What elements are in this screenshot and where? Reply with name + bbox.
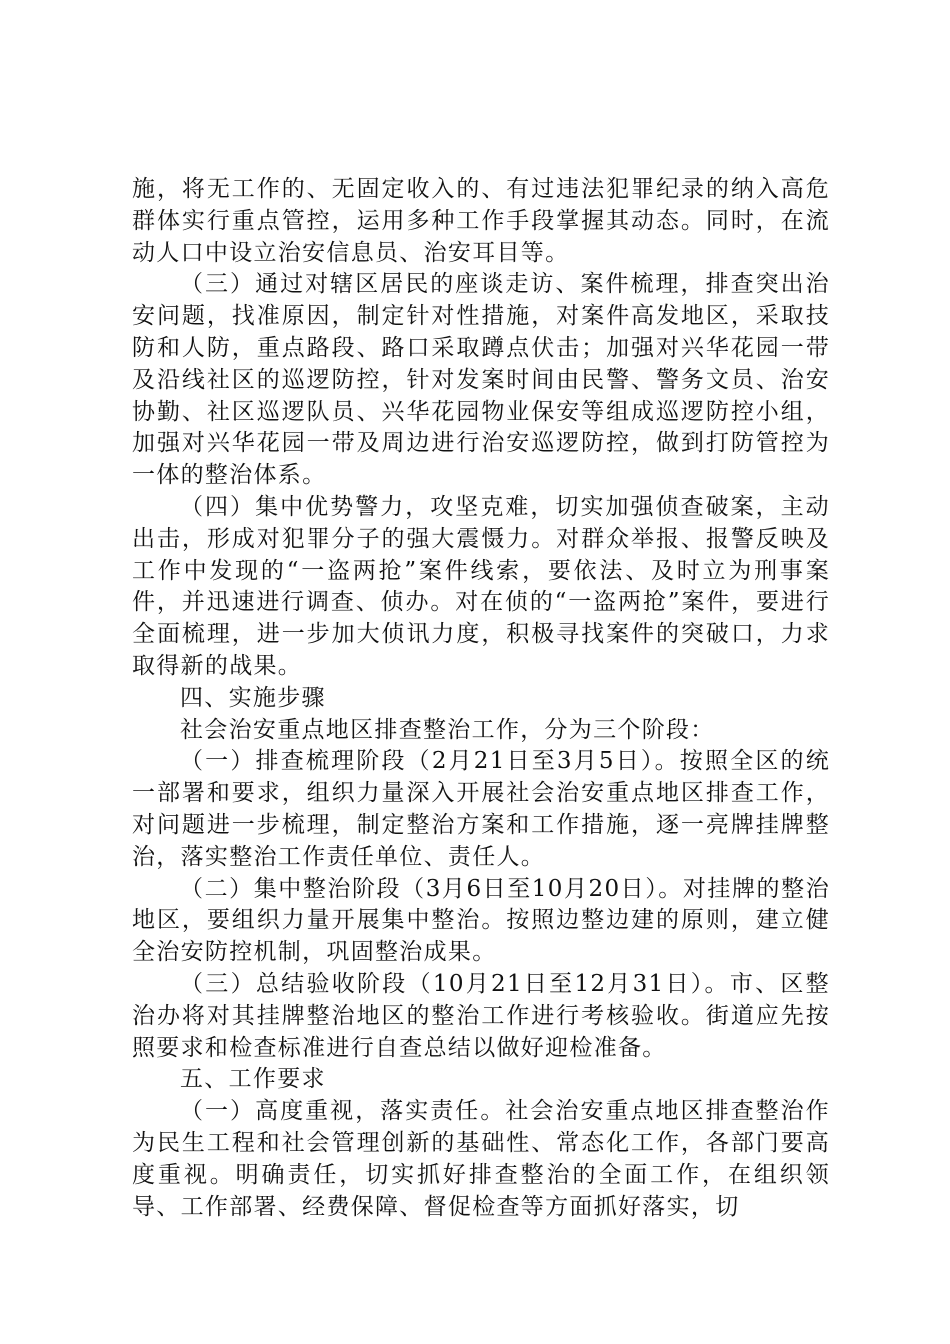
section-heading-requirements: 五、工作要求: [180, 1066, 326, 1093]
paragraph-stages-intro: 社会治安重点地区排查整治工作，分为三个阶段：: [180, 716, 715, 743]
paragraph-item-3: （三）通过对辖区居民的座谈走访、案件梳理，排查突出治安问题，找准原因，制定针对性措施，对案件高发地区，采取技防和人防，重点路段、路口采取蹲点伏击；加强对兴华花园一带及沿线社区的巡逻防控，针对发案时间由民警、警务文员、治安协勤、社区巡逻队员、兴华花园物业保安等组成巡逻防控小组，加强对兴华花园一带及周边进行治安巡逻防控，做到打防管控为一体的整治体系。: [132, 271, 830, 489]
paragraph-stage-2: （二）集中整治阶段（3月6日至10月20日）。对挂牌的整治地区，要组织力量开展集中整治。按照边整边建的原则，建立健全治安防控机制，巩固整治成果。: [132, 875, 830, 966]
paragraph-stage-1: （一）排查梳理阶段（2月21日至3月5日）。按照全区的统一部署和要求，组织力量深入开展社会治安重点地区排查工作，对问题进一步梳理，制定整治方案和工作措施，逐一亮牌挂牌整治，落实整治工作责任单位、责任人。: [132, 748, 830, 870]
paragraph-stage-3: （三）总结验收阶段（10月21日至12月31日）。市、区整治办将对其挂牌整治地区的整治工作进行考核验收。街道应先按照要求和检查标准进行自查总结以做好迎检准备。: [132, 970, 830, 1061]
paragraph-requirement-1: （一）高度重视，落实责任。社会治安重点地区排查整治作为民生工程和社会管理创新的基础性、常态化工作，各部门要高度重视。明确责任，切实抓好排查整治的全面工作，在组织领导、工作部署、经费保障、督促检查等方面抓好落实，切: [132, 1098, 830, 1220]
paragraph-item-4: （四）集中优势警力，攻坚克难，切实加强侦查破案，主动出击，形成对犯罪分子的强大震慑力。对群众举报、报警反映及工作中发现的“一盗两抢”案件线索，要依法、及时立为刑事案件，并迅速进行调查、侦办。对在侦的“一盗两抢”案件，要进行全面梳理，进一步加大侦讯力度，积极寻找案件的突破口，力求取得新的战果。: [132, 493, 830, 679]
paragraph-continued: 施，将无工作的、无固定收入的、有过违法犯罪纪录的纳入高危群体实行重点管控，运用多种工作手段掌握其动态。同时，在流动人口中设立治安信息员、治安耳目等。: [132, 176, 830, 266]
document-page: [132, 174, 830, 1223]
section-heading-steps: 四、实施步骤: [180, 684, 326, 711]
